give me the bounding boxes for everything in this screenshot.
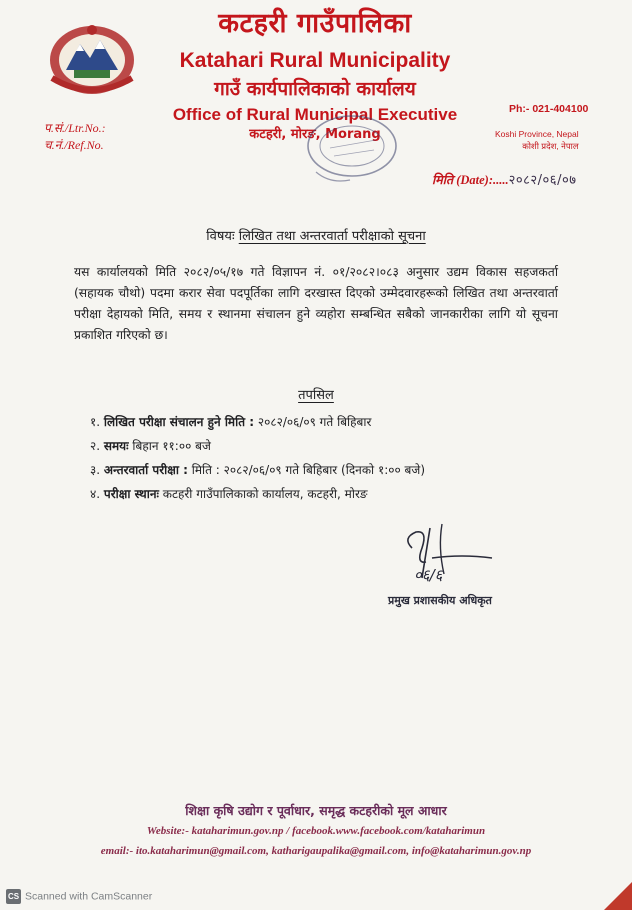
details-list bbox=[90, 410, 425, 506]
list-item bbox=[90, 482, 425, 506]
list-item bbox=[90, 458, 425, 482]
date-value: २०८२/०६/०७ bbox=[508, 173, 577, 188]
page-corner-fold-icon bbox=[604, 882, 632, 910]
details-heading-text: तपसिल bbox=[298, 388, 334, 403]
item-value: मिति : २०८२/०६/०९ गते बिहिबार (दिनको १:०० बजे) bbox=[191, 463, 425, 477]
date-row bbox=[432, 170, 576, 188]
scanner-text: Scanned with CamScanner bbox=[25, 890, 153, 903]
item-value: २०८२/०६/०९ गते बिहिबार bbox=[257, 415, 372, 429]
item-label: परीक्षा स्थानः bbox=[103, 487, 159, 501]
nepal-emblem-icon bbox=[44, 18, 140, 98]
item-number: १. bbox=[90, 415, 101, 429]
item-number: ३. bbox=[90, 463, 101, 477]
office-address: कटहरी, मोरङ, Morang bbox=[249, 127, 381, 142]
province-nepali: कोशी प्रदेश, नेपाल bbox=[522, 141, 579, 151]
footer-email: email:- ito.kataharimun@gmail.com, katharigaupalika@gmail.com, info@kataharimun.gov.np bbox=[100, 845, 532, 857]
item-value: बिहान ११:०० बजे bbox=[132, 439, 211, 453]
ref-no-label: च.नं./Ref.No. bbox=[44, 138, 104, 152]
footer-tagline: शिक्षा कृषि उद्योग र पूर्वाधार, समृद्ध कटहरीको मूल आधार bbox=[185, 803, 447, 818]
org-name-nepali: कटहरी गाउँपालिका bbox=[218, 8, 412, 39]
signature-icon bbox=[382, 518, 532, 610]
list-item bbox=[90, 410, 425, 434]
camscanner-logo-icon: CS bbox=[6, 889, 21, 904]
item-number: ४. bbox=[90, 487, 101, 501]
office-name-english: Office of Rural Municipal Executive bbox=[172, 105, 458, 124]
signatory-title: प्रमुख प्रशासकीय अधिकृत bbox=[388, 594, 492, 607]
province-block bbox=[495, 128, 579, 152]
office-name-nepali: गाउँ कार्यपालिकाको कार्यालय bbox=[214, 78, 416, 100]
item-label: समयः bbox=[103, 439, 129, 453]
date-label: मिति (Date):..... bbox=[432, 173, 509, 187]
item-label: लिखित परीक्षा संचालन हुने मिति : bbox=[103, 415, 255, 429]
item-label: अन्तरवार्ता परीक्षा : bbox=[103, 463, 188, 477]
details-heading bbox=[0, 385, 632, 403]
scanner-watermark bbox=[6, 889, 152, 904]
subject-text: लिखित तथा अन्तरवार्ता परीक्षाको सूचना bbox=[238, 229, 426, 244]
notice-paragraph: यस कार्यालयको मिति २०८२/०५/१७ गते विज्ञापन नं. ०१/२०८२।०८३ अनुसार उद्यम विकास सहजकर्ता (सहायक चौथो) पदमा करार सेवा पदपूर्तिका लागि दरखास्त दिएको उम्मेदवारहरूको लिखित तथा अन्तरवार्ता परीक्षा देहायको मिति, समय र स्थानमा संचालन हुने व्यहोरा सम्बन्धित सबैको जानकारीका लागि यो सूचना प्रकाशित गरिएको छ। bbox=[74, 265, 558, 342]
office-stamp-icon bbox=[290, 110, 410, 192]
subject-label: विषयः bbox=[206, 229, 235, 244]
signature-date-scrawl: ०६/६ bbox=[414, 566, 443, 584]
letter-no-label: प.सं./Ltr.No.: bbox=[44, 121, 106, 135]
item-number: २. bbox=[90, 439, 101, 453]
item-value: कटहरी गाउँपालिकाको कार्यालय, कटहरी, मोरङ bbox=[162, 487, 368, 501]
subject-line bbox=[0, 226, 632, 244]
province-english: Koshi Province, Nepal bbox=[495, 129, 579, 139]
org-name-english: Katahari Rural Municipality bbox=[179, 49, 451, 72]
list-item bbox=[90, 434, 425, 458]
reference-block bbox=[44, 120, 106, 154]
footer-website: Website:- kataharimun.gov.np / facebook.www.facebook.com/kataharimun bbox=[146, 825, 486, 837]
phone-number: Ph:- 021-404100 bbox=[509, 103, 589, 115]
